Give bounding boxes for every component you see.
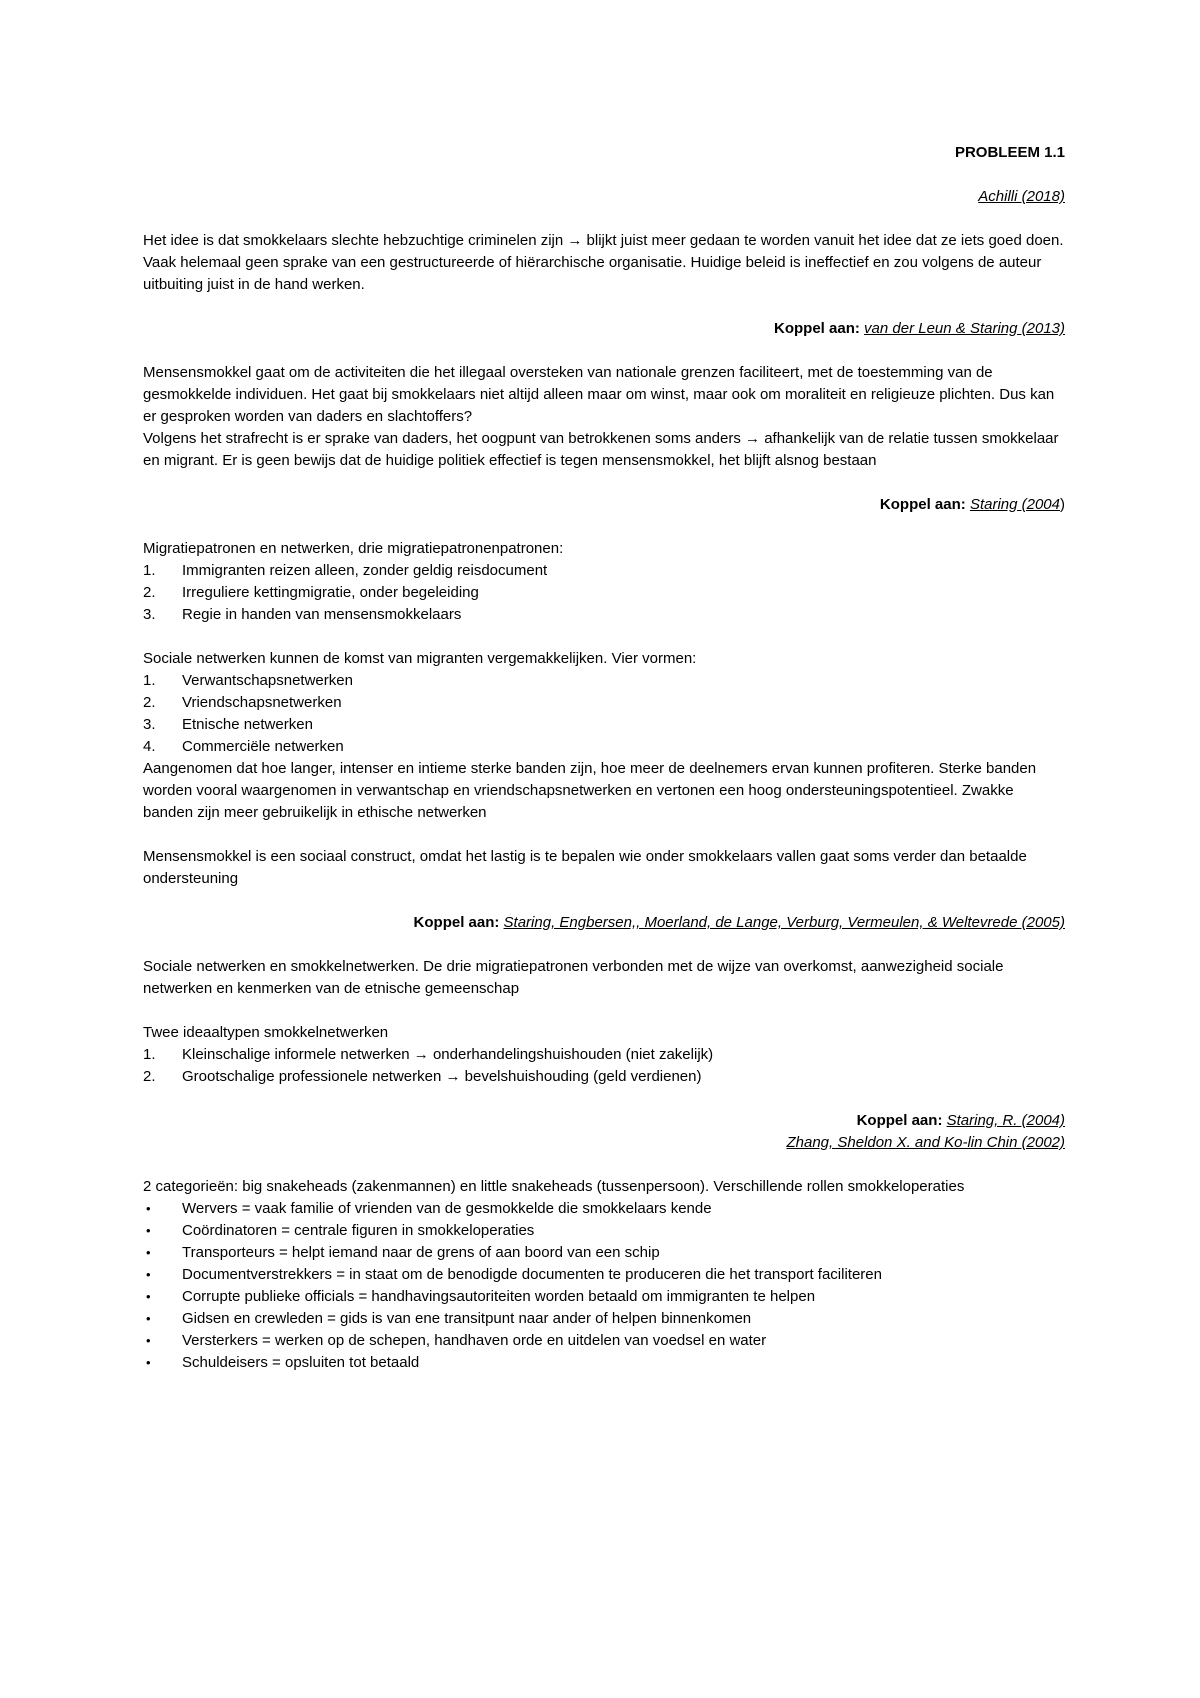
list-number: 2.: [143, 1068, 156, 1085]
list-number: 1.: [143, 672, 156, 689]
section4-heading: [143, 912, 1065, 934]
section3-intro-1: Migratiepatronen en netwerken, drie migratiepatronenpatronen:: [143, 540, 564, 557]
list-text: Immigranten reizen alleen, zonder geldig reisdocument: [182, 562, 548, 579]
section3-reference-close: ): [1060, 496, 1065, 513]
migration-patterns-list: [143, 560, 1065, 626]
social-networks-list: [143, 670, 1065, 758]
list-item: [143, 736, 1065, 758]
bullet-icon: •: [146, 1333, 151, 1348]
list-item: [143, 1066, 1065, 1088]
section5-heading: [143, 1110, 1065, 1132]
section4-paragraph: Sociale netwerken en smokkelnetwerken. De drie migratiepatronen verbonden met de wijze van overkomst, aanwezigheid sociale netwerken en kenmerken van de etnische gemeenschap: [143, 958, 1004, 997]
list-number: 1.: [143, 1046, 156, 1063]
list-item: [143, 582, 1065, 604]
list-number: 2.: [143, 694, 156, 711]
section2-reference: van der Leun & Staring (2013): [864, 320, 1065, 337]
koppel-label: Koppel aan:: [413, 914, 504, 931]
smuggling-roles-list: [143, 1198, 1065, 1374]
section2-paragraph-2: Volgens het strafrecht is er sprake van daders, het oogpunt van betrokkenen soms anders → afhankelijk van de relatie tussen smokkelaar en migrant. Er is geen bewijs dat de huidige politiek effectief is tegen mensensmokkel, het blijft alsnog bestaan: [143, 430, 1059, 469]
list-text: Kleinschalige informele netwerken → onderhandelingshuishouden (niet zakelijk): [182, 1046, 714, 1063]
list-text: Regie in handen van mensensmokkelaars: [182, 606, 462, 623]
bullet-icon: •: [146, 1267, 151, 1282]
list-text: Versterkers = werken op de schepen, handhaven orde en uitdelen van voedsel en water: [182, 1332, 767, 1349]
list-item: [143, 1264, 1065, 1286]
section4-reference: Staring, Engbersen,, Moerland, de Lange, Verburg, Vermeulen, & Weltevrede (2005): [503, 914, 1065, 931]
document-body: [143, 142, 1065, 1374]
list-text: Verwantschapsnetwerken: [182, 672, 353, 689]
list-text: Transporteurs = helpt iemand naar de grens of aan boord van een schip: [182, 1244, 660, 1261]
list-text: Irreguliere kettingmigratie, onder begeleiding: [182, 584, 479, 601]
section5-intro: 2 categorieën: big snakeheads (zakenmannen) en little snakeheads (tussenpersoon). Verschillende rollen smokkeloperaties: [143, 1178, 965, 1195]
section3-heading: [143, 494, 1065, 516]
section2-heading: [143, 318, 1065, 340]
list-text: Schuldeisers = opsluiten tot betaald: [182, 1354, 420, 1371]
list-number: 3.: [143, 606, 156, 623]
list-number: 1.: [143, 562, 156, 579]
section1-reference: Achilli (2018): [978, 188, 1065, 205]
page-title: PROBLEEM 1.1: [954, 144, 1065, 161]
bullet-icon: •: [146, 1311, 151, 1326]
section5-reference-1: Staring, R. (2004): [946, 1112, 1065, 1129]
bullet-icon: •: [146, 1245, 151, 1260]
list-item: [143, 1242, 1065, 1264]
koppel-label: Koppel aan:: [879, 496, 970, 513]
section1-paragraph: Het idee is dat smokkelaars slechte hebzuchtige criminelen zijn → blijkt juist meer gedaan te worden vanuit het idee dat ze iets goed doen. Vaak helemaal geen sprake van een gestructureerde of hiërarchische organisatie. Huidige beleid is ineffectief en zou volgens de auteur uitbuiting juist in de hand werken.: [143, 232, 1064, 293]
list-item: [143, 1198, 1065, 1220]
list-item: [143, 604, 1065, 626]
section1-heading: [143, 186, 1065, 208]
list-item: [143, 1308, 1065, 1330]
list-text: Documentverstrekkers = in staat om de benodigde documenten te produceren die het transport faciliteren: [182, 1266, 882, 1283]
section2-paragraph-1: Mensensmokkel gaat om de activiteiten die het illegaal oversteken van nationale grenzen faciliteert, met de toestemming van de gesmokkelde individuen. Het gaat bij smokkelaars niet altijd alleen maar om winst, maar ook om moraliteit en religieuze plichten. Dus kan er gesproken worden van daders en slachtoffers?: [143, 364, 1055, 425]
list-text: Gidsen en crewleden = gids is van ene transitpunt naar ander of helpen binnenkomen: [182, 1310, 752, 1327]
list-text: Grootschalige professionele netwerken → bevelshuishouding (geld verdienen): [182, 1068, 702, 1085]
list-item: [143, 1286, 1065, 1308]
list-item: [143, 1044, 1065, 1066]
list-item: [143, 1330, 1065, 1352]
koppel-label: Koppel aan:: [774, 320, 865, 337]
smuggling-networks-list: [143, 1044, 1065, 1088]
section3-paragraph-1: Aangenomen dat hoe langer, intenser en intieme sterke banden zijn, hoe meer de deelnemers ervan kunnen profiteren. Sterke banden worden vooral waargenomen in verwantschap en vriendschapsnetwerken en vertonen een hoog ondersteuningspotentieel. Zwakke banden zijn meer gebruikelijk in ethische netwerken: [143, 760, 1037, 821]
list-number: 4.: [143, 738, 156, 755]
list-number: 3.: [143, 716, 156, 733]
section4-intro: Twee ideaaltypen smokkelnetwerken: [143, 1024, 389, 1041]
section5-reference-2: Zhang, Sheldon X. and Ko-lin Chin (2002): [786, 1134, 1065, 1151]
list-text: Coördinatoren = centrale figuren in smokkeloperaties: [182, 1222, 535, 1239]
list-text: Vriendschapsnetwerken: [182, 694, 342, 711]
list-item: [143, 1220, 1065, 1242]
list-number: 2.: [143, 584, 156, 601]
section3-paragraph-2: Mensensmokkel is een sociaal construct, omdat het lastig is te bepalen wie onder smokkelaars vallen gaat soms verder dan betaalde ondersteuning: [143, 848, 1027, 887]
list-item: [143, 560, 1065, 582]
list-item: [143, 1352, 1065, 1374]
list-text: Commerciële netwerken: [182, 738, 344, 755]
section5-heading-2: [143, 1132, 1065, 1154]
koppel-label: Koppel aan:: [856, 1112, 947, 1129]
bullet-icon: •: [146, 1223, 151, 1238]
bullet-icon: •: [146, 1201, 151, 1216]
list-item: [143, 692, 1065, 714]
list-text: Wervers = vaak familie of vrienden van de gesmokkelde die smokkelaars kende: [182, 1200, 712, 1217]
list-item: [143, 670, 1065, 692]
list-text: Etnische netwerken: [182, 716, 313, 733]
bullet-icon: •: [146, 1355, 151, 1370]
list-item: [143, 714, 1065, 736]
section3-reference: Staring (2004: [969, 496, 1060, 513]
list-text: Corrupte publieke officials = handhavingsautoriteiten worden betaald om immigranten te helpen: [182, 1288, 816, 1305]
bullet-icon: •: [146, 1289, 151, 1304]
section3-intro-2: Sociale netwerken kunnen de komst van migranten vergemakkelijken. Vier vormen:: [143, 650, 697, 667]
